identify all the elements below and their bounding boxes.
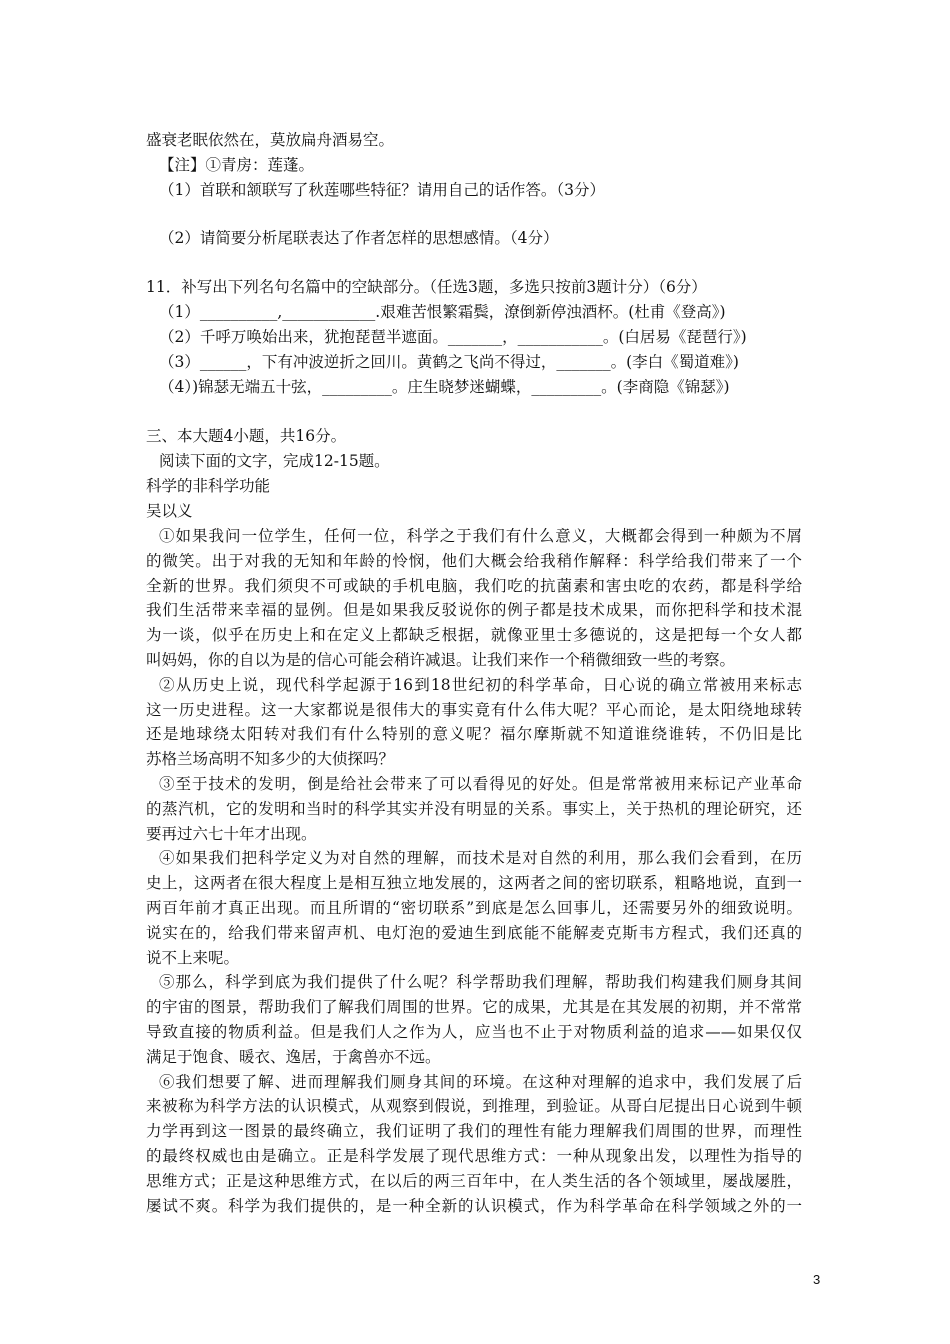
article-line: 这一历史进程。这一大家都说是很伟大的事实竟有什么伟大呢？平心而论，是太阳绕地球转: [146, 700, 802, 719]
reading-instruction: 阅读下面的文字，完成12-15题。: [159, 452, 390, 470]
article-line: 的蒸汽机，它的发明和当时的科学其实并没有明显的关系。事实上，关于热机的理论研究，还: [146, 799, 802, 818]
article-line: ①如果我问一位学生，任何一位，科学之于我们有什么意义，大概都会得到一种颇为不屑: [159, 527, 802, 545]
article-line: ③至于技术的发明，倒是给社会带来了可以看得见的好处。但是常常被用来标记产业革命: [159, 775, 802, 793]
article-line: 说不上来呢。: [146, 948, 240, 967]
article-line: 还是地球绕太阳转对我们有什么特别的意义呢？福尔摩斯就不知道谁绕谁转，不仍旧是比: [146, 725, 802, 744]
question-10-2: （2）请简要分析尾联表达了作者怎样的思想感情。（4分）: [159, 229, 559, 247]
article-line: 说实在的，给我们带来留声机、电灯泡的爱迪生到底能不能解麦克斯韦方程式，我们还真的: [146, 923, 802, 942]
article-line: 屡试不爽。科学为我们提供的，是一种全新的认识模式，作为科学革命在科学领域之外的一: [146, 1196, 802, 1215]
article-line: 全新的世界。我们须臾不可或缺的手机电脑，我们吃的抗菌素和害虫吃的农药，都是科学给: [146, 576, 802, 595]
article-line: ④如果我们把科学定义为对自然的理解，而技术是对自然的利用，那么我们会看到，在历: [159, 849, 802, 868]
question-11-item-2: （2）千呼万唤始出来，犹抱琵琶半遮面。_______，___________。(白居易《琵琶行》): [159, 328, 747, 346]
article-line: ⑤那么，科学到底为我们提供了什么呢？科学帮助我们理解，帮助我们构建我们厕身其间: [159, 973, 802, 992]
article-line: 力学再到这一图景的最终确立，我们证明了我们的理性有能力理解我们周围的世界，而理性: [146, 1122, 802, 1141]
article-line: 苏格兰场高明不知多少的大侦探吗？: [146, 750, 395, 769]
article-line: 要再过六七十年才出现。: [146, 824, 317, 843]
article-line: 叫妈妈，你的自以为是的信心可能会稍许减退。让我们来作一个稍微细致一些的考察。: [146, 651, 736, 669]
article-line: 来被称为科学方法的认识模式，从观察到假说，到推理，到验证。从哥白尼提出日心说到牛顿: [146, 1097, 802, 1116]
article-line: ②从历史上说，现代科学起源于16到18世纪初的科学革命，日心说的确立常被用来标志: [159, 675, 802, 694]
article-line: 满足于饱食、暖衣、逸居，于禽兽亦不远。: [146, 1047, 441, 1066]
article-line: 为一谈，似乎在历史上和在定义上都缺乏根据，就像亚里士多德说的，这是把每一个女人都: [146, 626, 802, 645]
question-10-1: （1）首联和颔联写了秋莲哪些特征？请用自己的话作答。（3分）: [159, 181, 605, 199]
page-number: 3: [813, 1272, 821, 1287]
question-11-item-4: （4）)锦瑟无端五十弦，_________。庄生晓梦迷蝴蝶，_________。(李商隐《锦瑟》): [159, 378, 730, 396]
article-line: 思维方式；正是这种思维方式，在以后的两三百年中，在人类生活的各个领域里，屡战屡胜，: [146, 1171, 802, 1190]
article-line: 的最终权威也由是确立。正是科学发展了现代思维方式：一种从现象出发，以理性为指导的: [146, 1147, 802, 1165]
annotation-note: 【注】①青房：莲蓬。: [159, 156, 315, 174]
poem-last-line: 盛衰老眠依然在，莫放扁舟酒易空。: [146, 131, 395, 149]
article-line: 我们生活带来幸福的显例。但是如果我反驳说你的例子都是技术成果，而你把科学和技术混: [146, 601, 802, 620]
article-line: ⑥我们想要了解、进而理解我们厕身其间的环境。在这种对理解的追求中，我们发展了后: [159, 1072, 802, 1091]
section-3-heading: 三、本大题4小题，共16分。: [146, 427, 347, 445]
article-title: 科学的非科学功能: [146, 477, 271, 495]
article-line: 两百年前才真正出现。而且所谓的“密切联系”到底是怎么回事儿，还需要另外的细致说明。: [146, 899, 802, 917]
article-line: 的宇宙的图景，帮助我们了解我们周围的世界。它的成果，尤其是在其发展的初期，并不常常: [146, 998, 802, 1017]
article-line: 导致直接的物质利益。但是我们人之作为人，应当也不止于对物质利益的追求——如果仅仅: [146, 1023, 802, 1041]
article-line: 的微笑。出于对我的无知和年龄的怜悯，他们大概会给我稍作解释：科学给我们带来了一个: [146, 551, 802, 570]
question-11-stem: 11．补写出下列名句名篇中的空缺部分。（任选3题，多选只按前3题计分）（6分）: [146, 278, 707, 296]
article-line: 史上，这两者在很大程度上是相互独立地发展的，这两者之间的密切联系，粗略地说，直到一: [146, 874, 802, 893]
article-author: 吴以义: [146, 502, 193, 520]
question-11-item-1: （1）__________,____________.艰难苦恨繁霜鬓，潦倒新停浊酒杯。(杜甫《登高》): [159, 303, 726, 321]
question-11-item-3: （3）______，下有冲波逆折之回川。黄鹤之飞尚不得过，_______。(李白《蜀道难》): [159, 353, 739, 371]
